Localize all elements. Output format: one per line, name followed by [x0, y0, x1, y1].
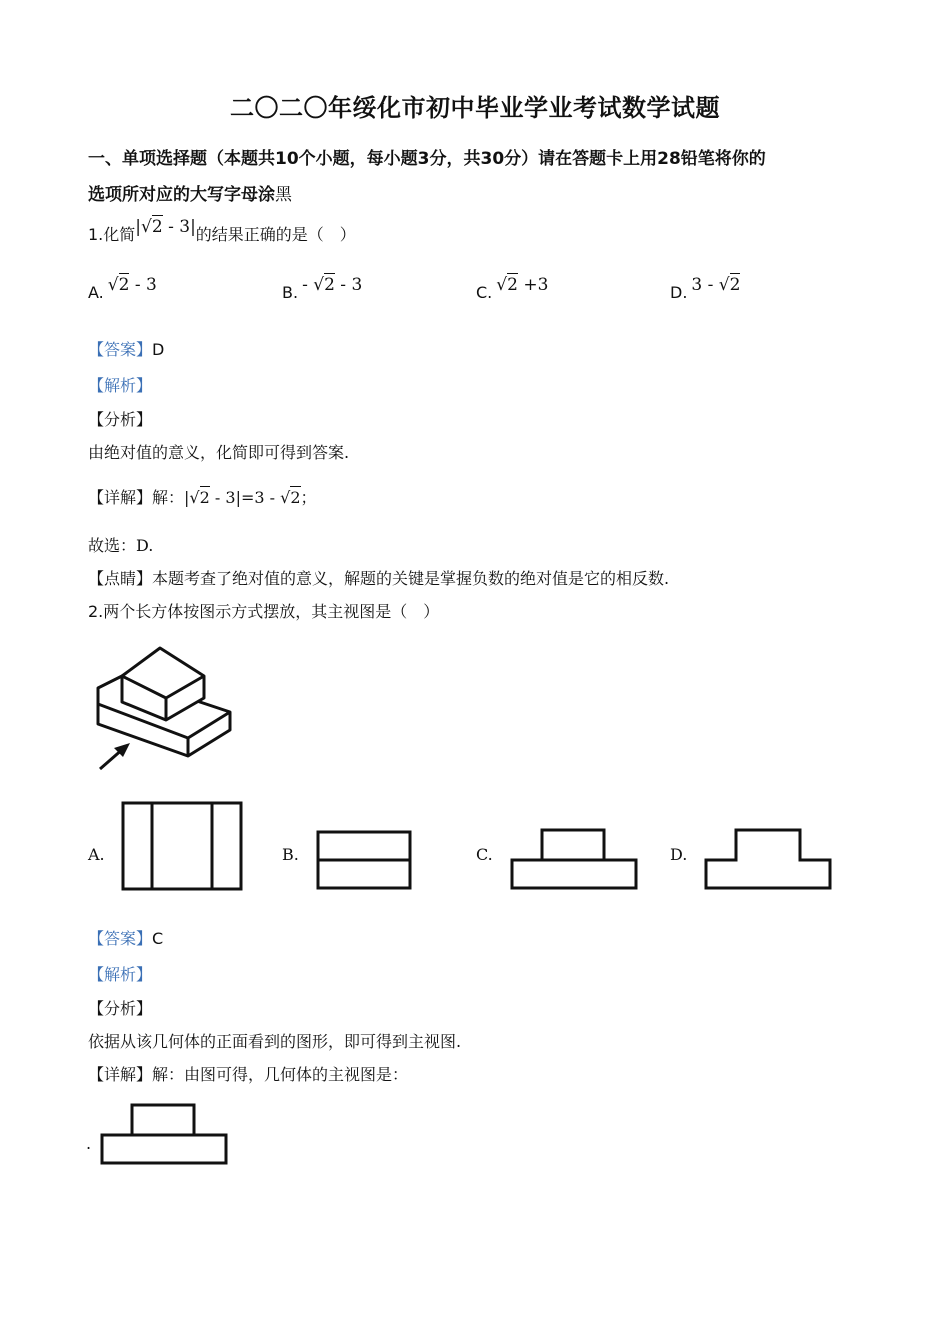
section-heading-line2-tail: 黑: [275, 185, 292, 205]
page-title: 二〇二〇年绥化市初中毕业学业考试数学试题: [230, 93, 720, 122]
answer-tag: 【答案】: [88, 929, 153, 948]
sqrt-icon: √: [496, 275, 508, 295]
radicand: 2: [729, 275, 741, 295]
q2-option-d-label: D.: [670, 845, 688, 864]
q2-option-b-figure: [316, 830, 414, 892]
q1-answer: [88, 337, 164, 360]
section-heading-line2-text: 选项所对应的大写字母涂: [88, 185, 275, 205]
option-post: - 3: [129, 275, 157, 295]
q1-detail: [88, 485, 317, 508]
option-label: A.: [88, 283, 104, 302]
q2-option-c-label: C.: [476, 845, 493, 864]
dianjing-text: 本题考查了绝对值的意义，解题的关键是掌握负数的绝对值是它的相反数.: [152, 569, 670, 588]
q2-fenxi-text: 依据从该几何体的正面看到的图形，即可得到主视图.: [88, 1032, 462, 1051]
radicand: 2: [118, 275, 130, 295]
arrow-icon: [100, 743, 130, 769]
q2-answer: [88, 926, 163, 949]
q2-option-a-label: A.: [88, 845, 105, 864]
q2-detail: [88, 1062, 408, 1085]
radicand: 2: [507, 275, 518, 295]
q1-fenxi-tag: 【分析】: [88, 410, 153, 429]
detail-tag: 【详解】: [88, 488, 153, 507]
q2-option-b-label: B.: [282, 845, 299, 864]
sqrt-icon: √: [280, 488, 291, 507]
q2-analysis-tag: 【解析】: [88, 965, 153, 984]
q2-option-d-figure: [704, 828, 834, 892]
option-expression: [496, 275, 548, 295]
radicand: 2: [324, 275, 335, 295]
q1-dianjing: [88, 566, 669, 589]
radicand: 2: [290, 488, 301, 507]
q1-expression: [135, 217, 196, 237]
option-label: C.: [476, 283, 493, 302]
q2-option-c-figure: [510, 828, 640, 892]
q1-option-a: [88, 275, 157, 303]
radicand: 2: [151, 217, 163, 237]
detail-end: ；: [300, 488, 317, 507]
option-pre: 3 -: [691, 275, 719, 295]
option-expression: [108, 275, 157, 295]
q1-option-b: [282, 275, 363, 303]
abs-bar-left: |: [135, 217, 142, 237]
q1-option-d: [670, 275, 741, 303]
sqrt-icon: √: [141, 217, 152, 237]
minus-three: - 3: [162, 217, 191, 237]
q1-suffix: 的结果正确的是（ ）: [195, 225, 356, 244]
q2-solution-figure: [100, 1103, 230, 1167]
option-expression: [691, 275, 740, 295]
option-expression: [302, 275, 362, 295]
option-label: B.: [282, 283, 299, 302]
detail-pre: 解：|: [152, 488, 190, 507]
q1-fenxi-text: 由绝对值的意义，化简即可得到答案.: [88, 443, 350, 462]
section-heading-line1: 一、单项选择题（本题共10个小题，每小题3分，共30分）请在答题卡上用28铅笔将你的: [88, 149, 766, 169]
sqrt-icon: √: [107, 275, 119, 295]
trailing-dot: .: [86, 1134, 92, 1153]
abs-bar-right: |: [190, 217, 196, 237]
option-post: +3: [517, 275, 549, 295]
option-post: - 3: [334, 275, 363, 295]
q2-stem-text: 2.两个长方体按图示方式摆放，其主视图是（ ）: [88, 602, 440, 621]
q2-option-a-figure: [121, 801, 245, 893]
isometric-figure: [90, 640, 240, 775]
section-heading-line2: [88, 180, 292, 205]
q1-therefore: 故选：D.: [88, 536, 154, 555]
detail-mid: - 3|=3 -: [209, 488, 281, 507]
answer-tag: 【答案】: [88, 340, 153, 359]
sqrt-icon: √: [189, 488, 200, 507]
option-pre: -: [302, 275, 314, 295]
detail-tag: 【详解】: [88, 1065, 153, 1084]
radicand: 2: [199, 488, 210, 507]
answer-value: C: [152, 929, 164, 948]
option-label: D.: [670, 283, 688, 302]
q2-fenxi-tag: 【分析】: [88, 999, 153, 1018]
detail-text: 解：由图可得，几何体的主视图是：: [152, 1065, 409, 1084]
sqrt-icon: √: [718, 275, 730, 295]
q1-stem: [88, 217, 356, 245]
q1-prefix: 1.化简: [88, 225, 136, 244]
q1-analysis-tag: 【解析】: [88, 376, 153, 395]
answer-value: D: [152, 340, 165, 359]
sqrt-icon: √: [313, 275, 325, 295]
q2-stem: [88, 599, 439, 622]
dianjing-tag: 【点睛】: [88, 569, 153, 588]
q1-option-c: [476, 275, 549, 303]
